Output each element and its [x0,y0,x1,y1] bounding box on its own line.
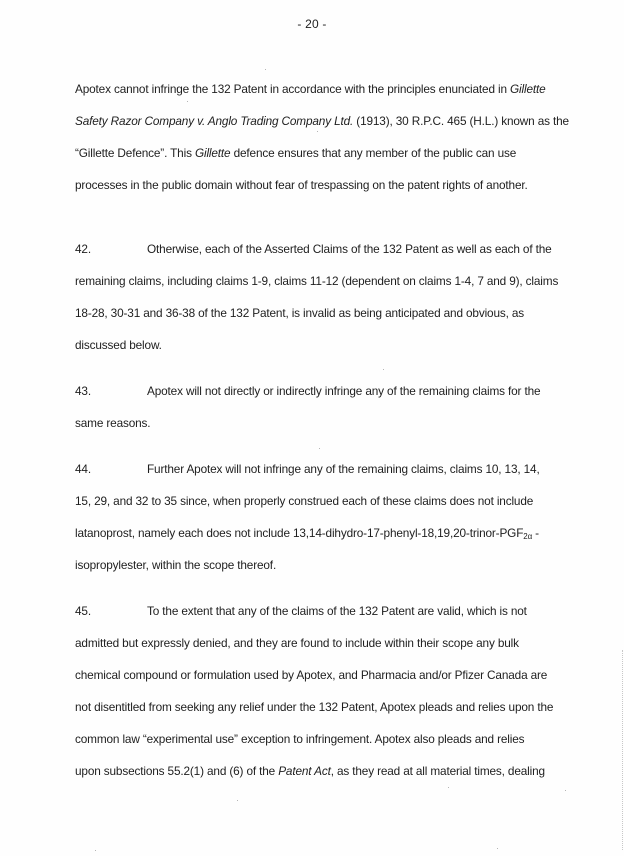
paragraph-number: 43. [75,384,91,398]
paragraph-45-line-3: chemical compound or formulation used by Apotex, and Pharmacia and/or Pfizer Canada are [75,668,548,682]
scan-speck [383,369,384,370]
paragraph-45-line-6 [75,764,545,778]
text: defence ensures that any member of the public can use [230,146,517,160]
scan-edge-artifact [622,650,623,850]
scan-speck [565,790,566,791]
scan-speck [187,101,188,102]
paragraph-45-line-2: admitted but expressly denied, and they are found to include within their scope any bulk [75,636,519,650]
intro-line-4: processes in the public domain without fear of trespassing on the patent rights of another. [75,178,528,192]
paragraph-number: 42. [75,242,91,256]
scan-speck [95,850,96,851]
text: - [532,526,539,540]
text: To the extent that any of the claims of the 132 Patent are valid, which is not [147,604,527,618]
paragraph-44-line-3 [75,526,539,541]
intro-line-3 [75,146,516,160]
paragraph-45-line-5: common law “experimental use” exception to infringement. Apotex also pleads and relies [75,732,525,746]
case-name: Gillette [510,82,546,96]
page-number: - 20 - [297,17,327,31]
case-name: Safety Razor Company v. Anglo Trading Company Ltd. [75,114,354,128]
paragraph-45-line-1 [75,604,527,618]
text: latanoprost, namely each does not include 13,14-dihydro-17-phenyl-18,19,20-trinor-PGF [75,526,524,540]
text: , as they read at all material times, dealing [330,764,545,778]
scan-speck [317,131,318,132]
scan-speck [448,787,449,788]
paragraph-44-line-2: 15, 29, and 32 to 35 since, when properly construed each of these claims does not include [75,494,534,508]
paragraph-44-line-1 [75,462,540,476]
scan-speck [319,448,320,449]
case-name: Gillette [194,146,231,160]
scan-speck [265,69,266,70]
intro-line-2 [75,114,569,128]
paragraph-43-line-2: same reasons. [75,416,151,430]
text: (1913), 30 R.P.C. 465 (H.L.) known as the [353,114,569,128]
subscript: 2α [523,532,533,541]
paragraph-42-line-2: remaining claims, including claims 1-9, claims 11-12 (dependent on claims 1-4, 7 and 9), claims [75,274,559,288]
paragraph-42-line-1 [75,242,552,256]
paragraph-42-line-4: discussed below. [75,338,162,352]
scan-speck [237,800,238,801]
paragraph-43-line-1 [75,384,540,398]
text: upon subsections 55.2(1) and (6) of the [75,764,279,778]
paragraph-number: 44. [75,462,91,476]
scan-speck [497,848,498,849]
paragraph-42-line-3: 18-28, 30-31 and 36-38 of the 132 Patent, is invalid as being anticipated and obvious, as [75,306,525,320]
statute-name: Patent Act [278,764,331,778]
paragraph-45-line-4: not disentitled from seeking any relief under the 132 Patent, Apotex pleads and relies upon the [75,700,554,714]
text: Apotex will not directly or indirectly infringe any of the remaining claims for the [147,384,541,398]
paragraph-44-line-4: isopropylester, within the scope thereof. [75,558,277,572]
text: Apotex cannot infringe the 132 Patent in accordance with the principles enunciated in [75,82,511,96]
text: Further Apotex will not infringe any of the remaining claims, claims 10, 13, 14, [147,462,540,476]
paragraph-number: 45. [75,604,91,618]
text: “Gillette Defence”. This [75,146,195,160]
text: Otherwise, each of the Asserted Claims of the 132 Patent as well as each of the [147,242,552,256]
intro-line-1 [75,82,546,96]
